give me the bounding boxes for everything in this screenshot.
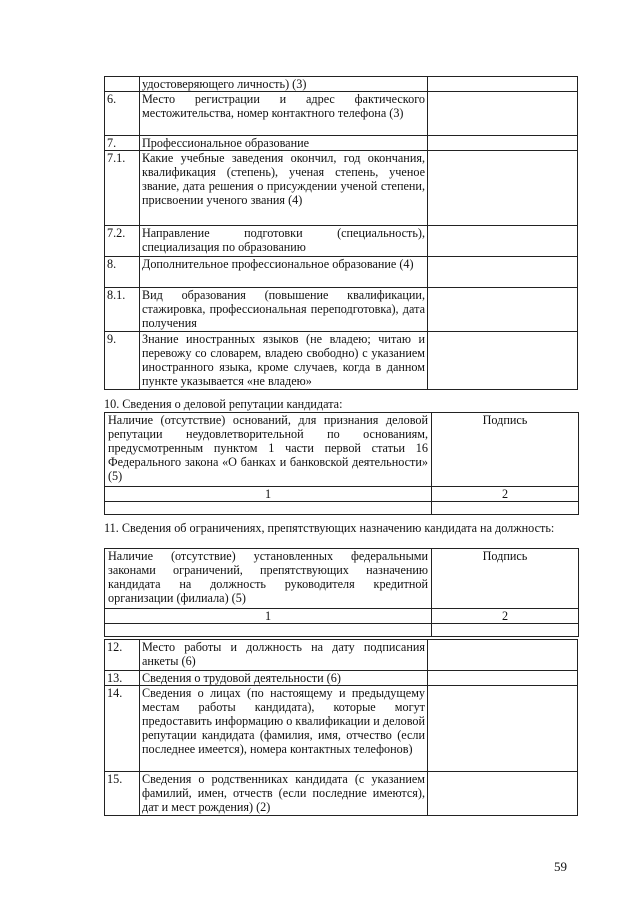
- section-11-heading: 11. Сведения об ограничениях, препятствующих назначению кандидата на должность:: [104, 521, 555, 535]
- answer-cell[interactable]: [428, 288, 578, 332]
- questionnaire-table-b: [104, 639, 578, 816]
- row-number: 6.: [105, 92, 140, 136]
- row-number: 8.1.: [105, 288, 140, 332]
- row-text: Вид образования (повышение квалификации, стажировка, профессиональная переподготовка), дата получения: [140, 288, 428, 332]
- row-text: Профессиональное образование: [140, 136, 428, 151]
- answer-cell[interactable]: [428, 772, 578, 816]
- column-number-2: 2: [432, 487, 579, 502]
- reputation-table: [104, 412, 579, 515]
- table-row: [105, 686, 578, 772]
- table-row: [105, 226, 578, 257]
- answer-cell[interactable]: [428, 332, 578, 390]
- reputation-question: Наличие (отсутствие) оснований, для признания деловой репутации неудовлетворительной по основаниям, предусмотренным пунктом 1 части первой статьи 16 Федерального закона «О банках и банковской деятельности» (5): [105, 413, 432, 487]
- column-number-1: 1: [105, 487, 432, 502]
- table-row: [105, 92, 578, 136]
- row-text: Место регистрации и адрес фактического местожительства, номер контактного телефона (3): [140, 92, 428, 136]
- signature-header: Подпись: [432, 549, 579, 609]
- row-text: Направление подготовки (специальность), специализация по образованию: [140, 226, 428, 257]
- row-text: Какие учебные заведения окончил, год окончания, квалификация (степень), ученая степень, ученое звание, дата решения о присуждении ученой степени, присвоении ученого звания (4): [140, 151, 428, 226]
- table-row: [105, 502, 579, 515]
- row-text: Сведения о лицах (по настоящему и предыдущему местам работы кандидата), которые могут предоставить информацию о квалификации и деловой репутации кандидата (фамилия, имя, отчество (если последнее имеется), номера контактных телефонов): [140, 686, 428, 772]
- signature-cell[interactable]: [432, 624, 579, 637]
- table-row: [105, 609, 579, 624]
- answer-cell[interactable]: [105, 624, 432, 637]
- table-row: [105, 136, 578, 151]
- row-text: удостоверяющего личность) (3): [140, 77, 428, 92]
- row-number: 14.: [105, 686, 140, 772]
- row-number: 8.: [105, 257, 140, 288]
- answer-cell[interactable]: [105, 502, 432, 515]
- restrictions-table: [104, 548, 579, 637]
- row-text: Место работы и должность на дату подписания анкеты (6): [140, 640, 428, 671]
- row-text: Дополнительное профессиональное образование (4): [140, 257, 428, 288]
- answer-cell[interactable]: [428, 77, 578, 92]
- restrictions-question: Наличие (отсутствие) установленных федеральными законами ограничений, препятствующих назначению кандидата на должность руководителя кредитной организации (филиала) (5): [105, 549, 432, 609]
- table-row: [105, 77, 578, 92]
- row-number: 7.2.: [105, 226, 140, 257]
- row-text: Сведения о трудовой деятельности (6): [140, 671, 428, 686]
- row-text: Сведения о родственниках кандидата (с указанием фамилий, имен, отчеств (если последние имеются), дат и мест рождения) (2): [140, 772, 428, 816]
- answer-cell[interactable]: [428, 151, 578, 226]
- table-row: [105, 671, 578, 686]
- table-row: [105, 624, 579, 637]
- answer-cell[interactable]: [428, 136, 578, 151]
- table-row: [105, 640, 578, 671]
- answer-cell[interactable]: [428, 686, 578, 772]
- table-row: [105, 413, 579, 487]
- row-number: 15.: [105, 772, 140, 816]
- row-number: 7.: [105, 136, 140, 151]
- table-row: [105, 549, 579, 609]
- table-row: [105, 772, 578, 816]
- column-number-2: 2: [432, 609, 579, 624]
- column-number-1: 1: [105, 609, 432, 624]
- section-10-heading: 10. Сведения о деловой репутации кандидата:: [104, 397, 343, 411]
- table-row: [105, 332, 578, 390]
- signature-cell[interactable]: [432, 502, 579, 515]
- table-row: [105, 257, 578, 288]
- row-number: 12.: [105, 640, 140, 671]
- row-text: Знание иностранных языков (не владею; читаю и перевожу со словарем, владею свободно) с указанием иностранного языка, кроме случаев, когда в данном пункте указывается «не владею»: [140, 332, 428, 390]
- answer-cell[interactable]: [428, 640, 578, 671]
- answer-cell[interactable]: [428, 257, 578, 288]
- answer-cell[interactable]: [428, 671, 578, 686]
- table-row: [105, 288, 578, 332]
- row-number: 13.: [105, 671, 140, 686]
- signature-header: Подпись: [432, 413, 579, 487]
- table-row: [105, 487, 579, 502]
- table-row: [105, 151, 578, 226]
- answer-cell[interactable]: [428, 226, 578, 257]
- page-number: 59: [554, 859, 567, 874]
- row-number: 9.: [105, 332, 140, 390]
- row-number: [105, 77, 140, 92]
- row-number: 7.1.: [105, 151, 140, 226]
- answer-cell[interactable]: [428, 92, 578, 136]
- questionnaire-table-a: [104, 76, 578, 390]
